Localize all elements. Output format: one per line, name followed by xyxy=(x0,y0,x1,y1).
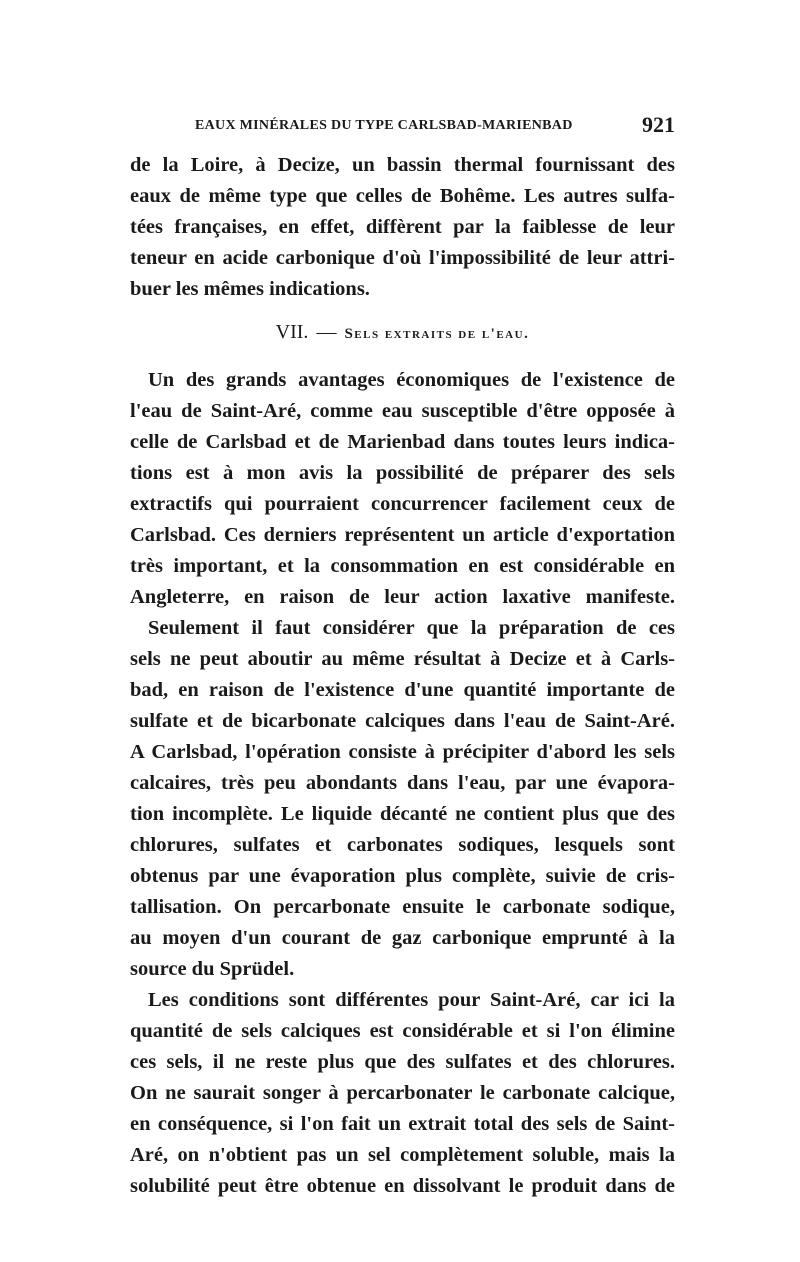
text-line: ces sels, il ne reste plus que des sulfates et des chlorures. xyxy=(130,1051,675,1073)
text-line: A Carlsbad, l'opération consiste à précipiter d'abord les sels xyxy=(130,741,675,763)
page-number: 921 xyxy=(642,112,675,137)
text-line: de la Loire, à Decize, un bassin thermal fournissant des xyxy=(130,154,675,176)
running-head xyxy=(130,112,675,140)
section-title: Sels extraits de l'eau. xyxy=(344,326,530,342)
text-line: Aré, on n'obtient pas un sel complètement soluble, mais la xyxy=(130,1144,675,1166)
section-number: VII. xyxy=(275,321,309,343)
text-line: buer les mêmes indications. xyxy=(130,278,370,300)
text-line: chlorures, sulfates et carbonates sodiques, lesquels sont xyxy=(130,834,675,856)
text-line: très important, et la consommation en est considérable en xyxy=(130,555,675,577)
text-line: teneur en acide carbonique d'où l'impossibilité de leur attri- xyxy=(130,247,675,269)
text-line: celle de Carlsbad et de Marienbad dans toutes leurs indica- xyxy=(130,431,675,453)
text-line: tées françaises, en effet, diffèrent par la faiblesse de leur xyxy=(130,216,675,238)
text-line: Seulement il faut considérer que la préparation de ces xyxy=(148,617,675,639)
text-line: tallisation. On percarbonate ensuite le carbonate sodique, xyxy=(130,896,675,918)
text-line: solubilité peut être obtenue en dissolvant le produit dans de xyxy=(130,1175,675,1197)
text-line: Angleterre, en raison de leur action laxative manifeste. xyxy=(130,586,675,608)
text-line: tions est à mon avis la possibilité de préparer des sels xyxy=(130,462,675,484)
running-title: EAUX MINÉRALES DU TYPE CARLSBAD-MARIENBAD xyxy=(195,118,573,133)
text-line: quantité de sels calciques est considérable et si l'on élimine xyxy=(130,1020,675,1042)
text-line: l'eau de Saint-Aré, comme eau susceptible d'être opposée à xyxy=(130,400,675,422)
text-line: tion incomplète. Le liquide décanté ne contient plus que des xyxy=(130,803,675,825)
text-line: eaux de même type que celles de Bohême. Les autres sulfa- xyxy=(130,185,675,207)
text-line: au moyen d'un courant de gaz carbonique emprunté à la xyxy=(130,927,675,949)
text-line: Les conditions sont différentes pour Saint-Aré, car ici la xyxy=(148,989,675,1011)
text-line: en conséquence, si l'on fait un extrait total des sels de Saint- xyxy=(130,1113,675,1135)
text-line: On ne saurait songer à percarbonater le carbonate calcique, xyxy=(130,1082,675,1104)
text-line: source du Sprüdel. xyxy=(130,958,295,980)
text-line: sulfate et de bicarbonate calciques dans l'eau de Saint-Aré. xyxy=(130,710,675,732)
section-heading xyxy=(130,317,675,347)
section-dash: — xyxy=(316,321,337,343)
text-line: Carlsbad. Ces derniers représentent un article d'exportation xyxy=(130,524,675,546)
text-line: obtenus par une évaporation plus complète, suivie de cris- xyxy=(130,865,675,887)
text-line: calcaires, très peu abondants dans l'eau, par une évapora- xyxy=(130,772,675,794)
text-line: Un des grands avantages économiques de l'existence de xyxy=(148,369,675,391)
text-line: extractifs qui pourraient concurrencer facilement ceux de xyxy=(130,493,675,515)
text-line: sels ne peut aboutir au même résultat à Decize et à Carls- xyxy=(130,648,675,670)
text-line: bad, en raison de l'existence d'une quantité importante de xyxy=(130,679,675,701)
